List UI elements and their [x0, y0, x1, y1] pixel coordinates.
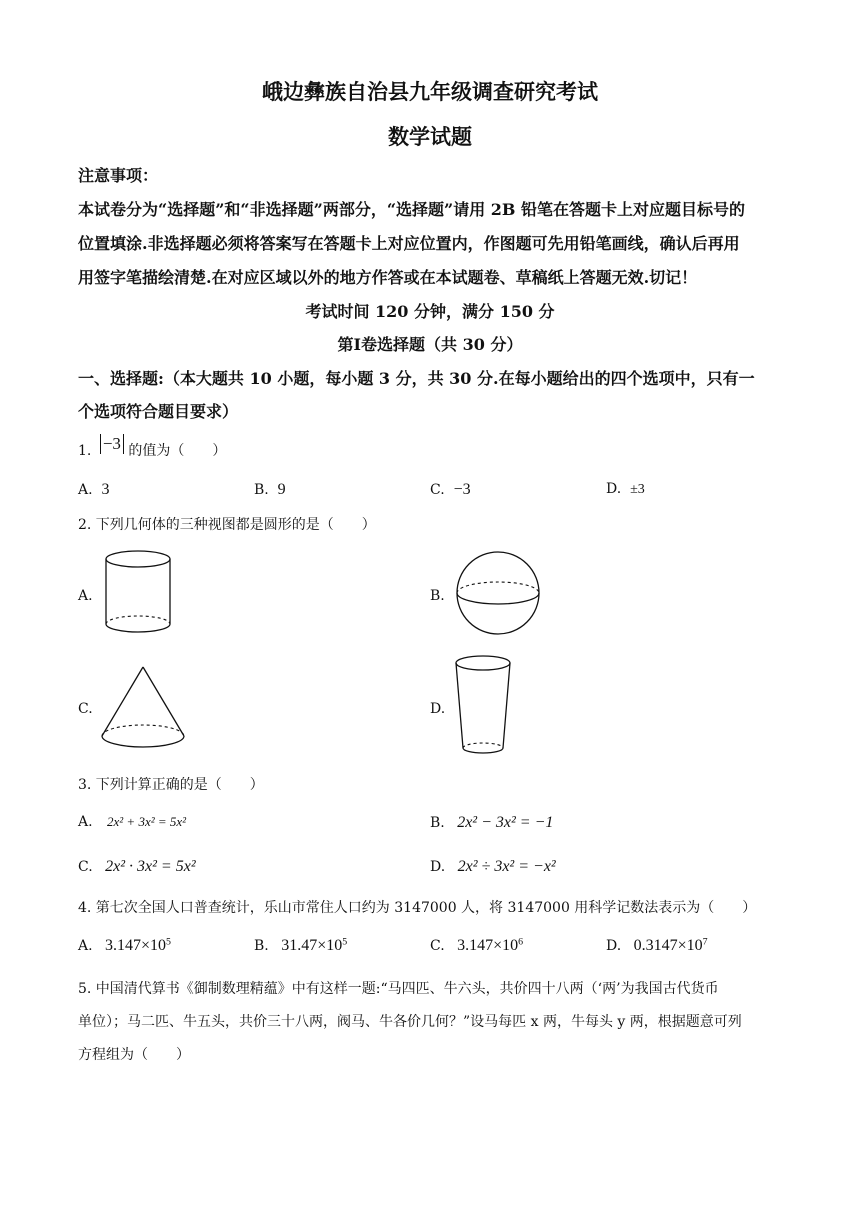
question-number: 1.	[78, 443, 92, 459]
sphere-icon	[452, 551, 544, 635]
question-5-line-2: 单位）；马二匹、牛五头，共价三十八两，阀马、牛各价几何？”设马每匹 x 两，牛每头 y 两，根据题意可列	[78, 1014, 742, 1030]
question-5-line-1: 5. 中国清代算书《御制数理精蕴》中有这样一题:“马四匹、牛六头，共价四十八两（‘两’为我国古代货币	[78, 981, 719, 997]
option-expression: 2x² − 3x² = −1	[457, 814, 554, 831]
q2-option-d-label[interactable]: D.	[430, 701, 446, 717]
question-2: 2. 下列几何体的三种视图都是圆形的是（ ）	[78, 517, 376, 533]
q1-option-a[interactable]: A. 3	[78, 481, 110, 498]
q4-option-c[interactable]: C. $3.147\times 10^6$	[430, 936, 524, 954]
notice-line-2: 位置填涂.非选择题必须将答案写在答题卡上对应位置内，作图题可先用铅笔画线，确认后再用	[78, 234, 740, 253]
q3-option-c[interactable]: C. 2x² · 3x² = 5x²	[78, 858, 196, 875]
q3-option-a[interactable]: A. 2x² + 3x² = 5x²	[78, 814, 187, 830]
section-heading-line-2: 个选项符合题目要求）	[78, 402, 239, 421]
q4-option-a[interactable]: A. $3.147\times 10^5$	[78, 936, 171, 954]
option-expression: 2x² + 3x² = 5x²	[107, 814, 187, 829]
q2-option-c-label[interactable]: C.	[78, 701, 93, 717]
option-expression: $3.147\times 10^5$	[105, 936, 171, 954]
option-expression: 2x² · 3x² = 5x²	[105, 858, 196, 875]
question-3: 3. 下列计算正确的是（ ）	[78, 777, 264, 793]
cylinder-icon	[100, 548, 176, 638]
option-expression: $31.47\times 10^5$	[281, 936, 348, 954]
q1-option-d[interactable]: D. ±3	[606, 481, 645, 497]
option-value: −3	[453, 481, 471, 498]
option-value: 9	[277, 481, 286, 498]
cone-icon	[98, 663, 188, 751]
question-text: 的值为（ ）	[128, 443, 227, 459]
section-heading-line-1: 一、选择题:（本大题共 10 小题，每小题 3 分，共 30 分.在每小题给出的四个选项中，只有一	[78, 369, 755, 388]
exam-time-score: 考试时间 120 分钟，满分 150 分	[305, 302, 555, 321]
exam-title: 峨边彝族自治县九年级调查研究考试	[262, 79, 598, 104]
question-5-line-3: 方程组为（ ）	[78, 1047, 190, 1063]
q3-option-b[interactable]: B. 2x² − 3x² = −1	[430, 814, 554, 831]
notice-line-3: 用签字笔描绘清楚.在对应区域以外的地方作答或在本试题卷、草稿纸上答题无效.切记！	[78, 268, 698, 287]
question-4: 4. 第七次全国人口普查统计，乐山市常住人口约为 3147000 人，将 3147000 用科学记数法表示为（ ）	[78, 900, 757, 916]
q3-option-d[interactable]: D. 2x² ÷ 3x² = −x²	[430, 858, 556, 875]
q4-option-d[interactable]: D. $0.3147\times 10^7$	[606, 936, 708, 954]
q1-option-c[interactable]: C. −3	[430, 481, 471, 498]
notice-line-1: 本试卷分为“选择题”和“非选择题”两部分，“选择题”请用 2B 铅笔在答题卡上对应题目标号的	[78, 200, 746, 219]
option-value: ±3	[630, 482, 645, 497]
q1-option-b[interactable]: B. 9	[254, 481, 286, 498]
option-expression: 2x² ÷ 3x² = −x²	[457, 858, 556, 875]
option-value: 3	[101, 481, 110, 498]
option-expression: $0.3147\times 10^7$	[633, 936, 708, 954]
frustum-cup-icon	[452, 652, 514, 760]
q2-option-b-label[interactable]: B.	[430, 588, 445, 604]
question-1	[78, 434, 227, 460]
q2-option-a-label[interactable]: A.	[78, 588, 93, 604]
part-title: 第Ⅰ卷选择题（共 30 分）	[337, 335, 523, 354]
q4-option-b[interactable]: B. $31.47\times 10^5$	[254, 936, 348, 954]
option-expression: $3.147\times 10^6$	[457, 936, 524, 954]
notice-heading: 注意事项：	[78, 166, 159, 185]
exam-subtitle: 数学试题	[388, 124, 472, 149]
absolute-value-expression: −3	[100, 434, 124, 454]
